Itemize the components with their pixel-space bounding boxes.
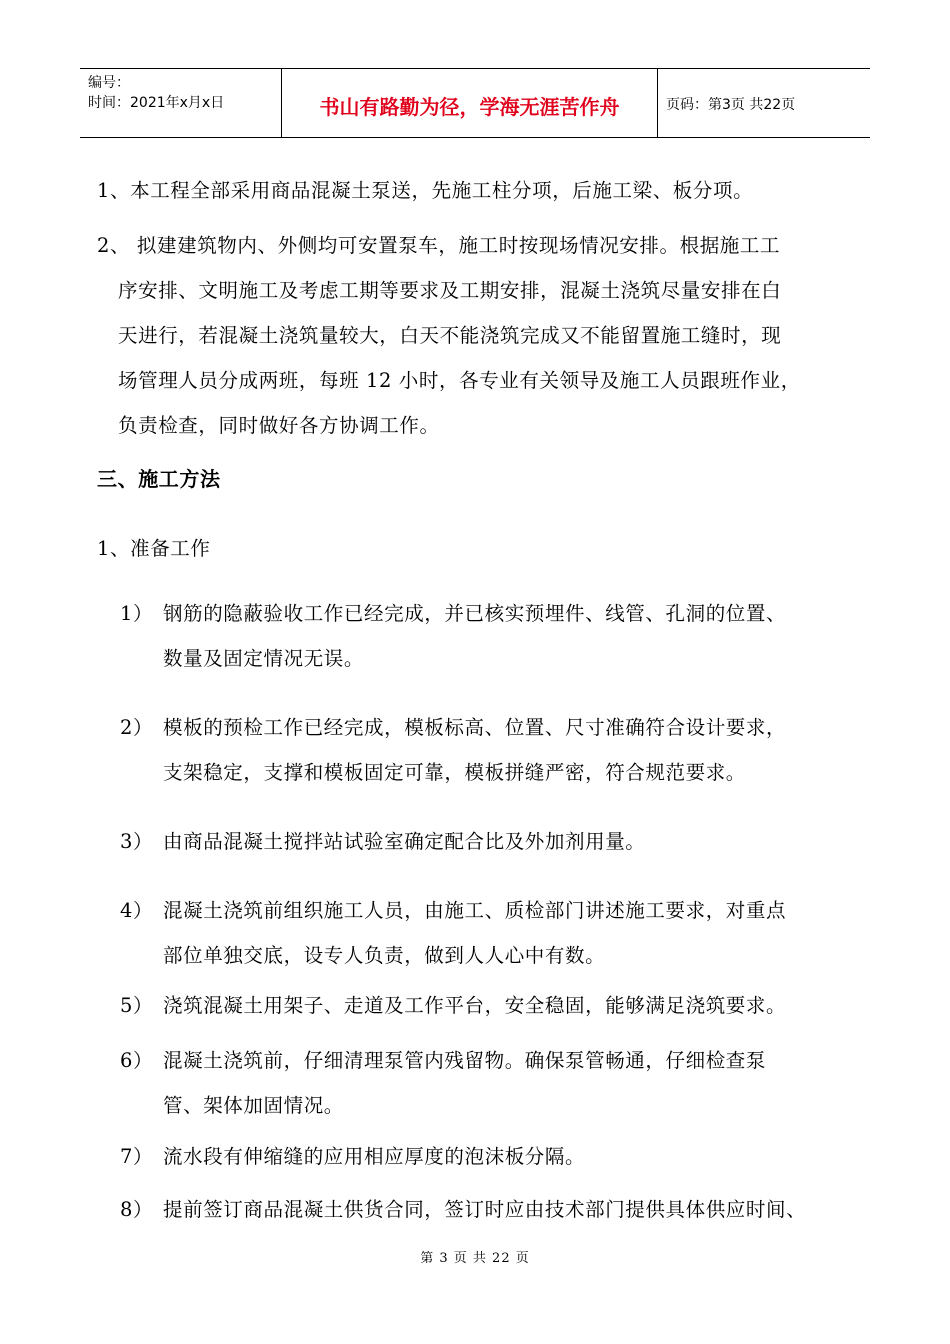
item-6-number: 6） (120, 1049, 154, 1072)
item-4-line-1: 混凝土浇筑前组织施工人员，由施工、质检部门讲述施工要求，对重点 (163, 899, 787, 922)
item-7-line-1: 流水段有伸缩缝的应用相应厚度的泡沫板分隔。 (163, 1145, 586, 1168)
item-6-line-2: 管、架体加固情况。 (163, 1094, 344, 1117)
item-6-line-1: 混凝土浇筑前，仔细清理泵管内残留物。确保泵管畅通，仔细检查泵 (163, 1049, 767, 1072)
item-3-line-1: 由商品混凝土搅拌站试验室确定配合比及外加剂用量。 (163, 830, 646, 853)
item-8-number: 8） (120, 1198, 154, 1221)
item-4-number: 4） (120, 899, 154, 922)
section-heading: 三、施工方法 (97, 467, 221, 491)
item-1-number: 1） (120, 602, 154, 625)
item-1-line-2: 数量及固定情况无误。 (163, 647, 365, 670)
item-5-number: 5） (120, 994, 154, 1017)
paragraph-1: 1、本工程全部采用商品混凝土泵送，先施工柱分项，后施工梁、板分项。 (97, 179, 754, 202)
item-4-line-2: 部位单独交底，设专人负责，做到人人心中有数。 (163, 944, 606, 967)
paragraph-2-line-2: 序安排、文明施工及考虑工期等要求及工期安排，混凝土浇筑尽量安排在白 (118, 279, 782, 302)
item-2-number: 2） (120, 716, 154, 739)
header-meta (80, 69, 282, 137)
item-7-number: 7） (120, 1145, 154, 1168)
item-1-line-1: 钢筋的隐蔽验收工作已经完成，并已核实预埋件、线管、孔洞的位置、 (163, 602, 787, 625)
item-8-line-1: 提前签订商品混凝土供货合同，签订时应由技术部门提供具体供应时间、 (163, 1198, 807, 1221)
item-2-line-2: 支架稳定，支撑和模板固定可靠，模板拼缝严密，符合规范要求。 (163, 761, 746, 784)
paragraph-2-line-1: 2、 拟建建筑物内、外侧均可安置泵车，施工时按现场情况安排。根据施工工 (97, 234, 781, 257)
paragraph-2-line-4: 场管理人员分成两班，每班 12 小时，各专业有关领导及施工人员跟班作业， (118, 369, 801, 392)
paragraph-2-line-3: 天进行，若混凝土浇筑量较大，白天不能浇筑完成又不能留置施工缝时，现 (118, 324, 782, 347)
item-5-line-1: 浇筑混凝土用架子、走道及工作平台，安全稳固，能够满足浇筑要求。 (163, 994, 787, 1017)
paragraph-2-line-5: 负责检查，同时做好各方协调工作。 (118, 414, 440, 437)
date-label: 时间：2021年x月x日 (88, 95, 225, 111)
page-header (80, 68, 870, 138)
page-footer: 第 3 页 共 22 页 (420, 1251, 530, 1266)
sub-heading: 1、准备工作 (97, 537, 211, 560)
header-motto: 书山有路勤为径，学海无涯苦作舟 (282, 69, 658, 137)
item-3-number: 3） (120, 830, 154, 853)
item-2-line-1: 模板的预检工作已经完成，模板标高、位置、尺寸准确符合设计要求， (163, 716, 787, 739)
header-page-info: 页码：第3页 共22页 (666, 97, 796, 113)
number-label: 编号： (88, 75, 130, 91)
